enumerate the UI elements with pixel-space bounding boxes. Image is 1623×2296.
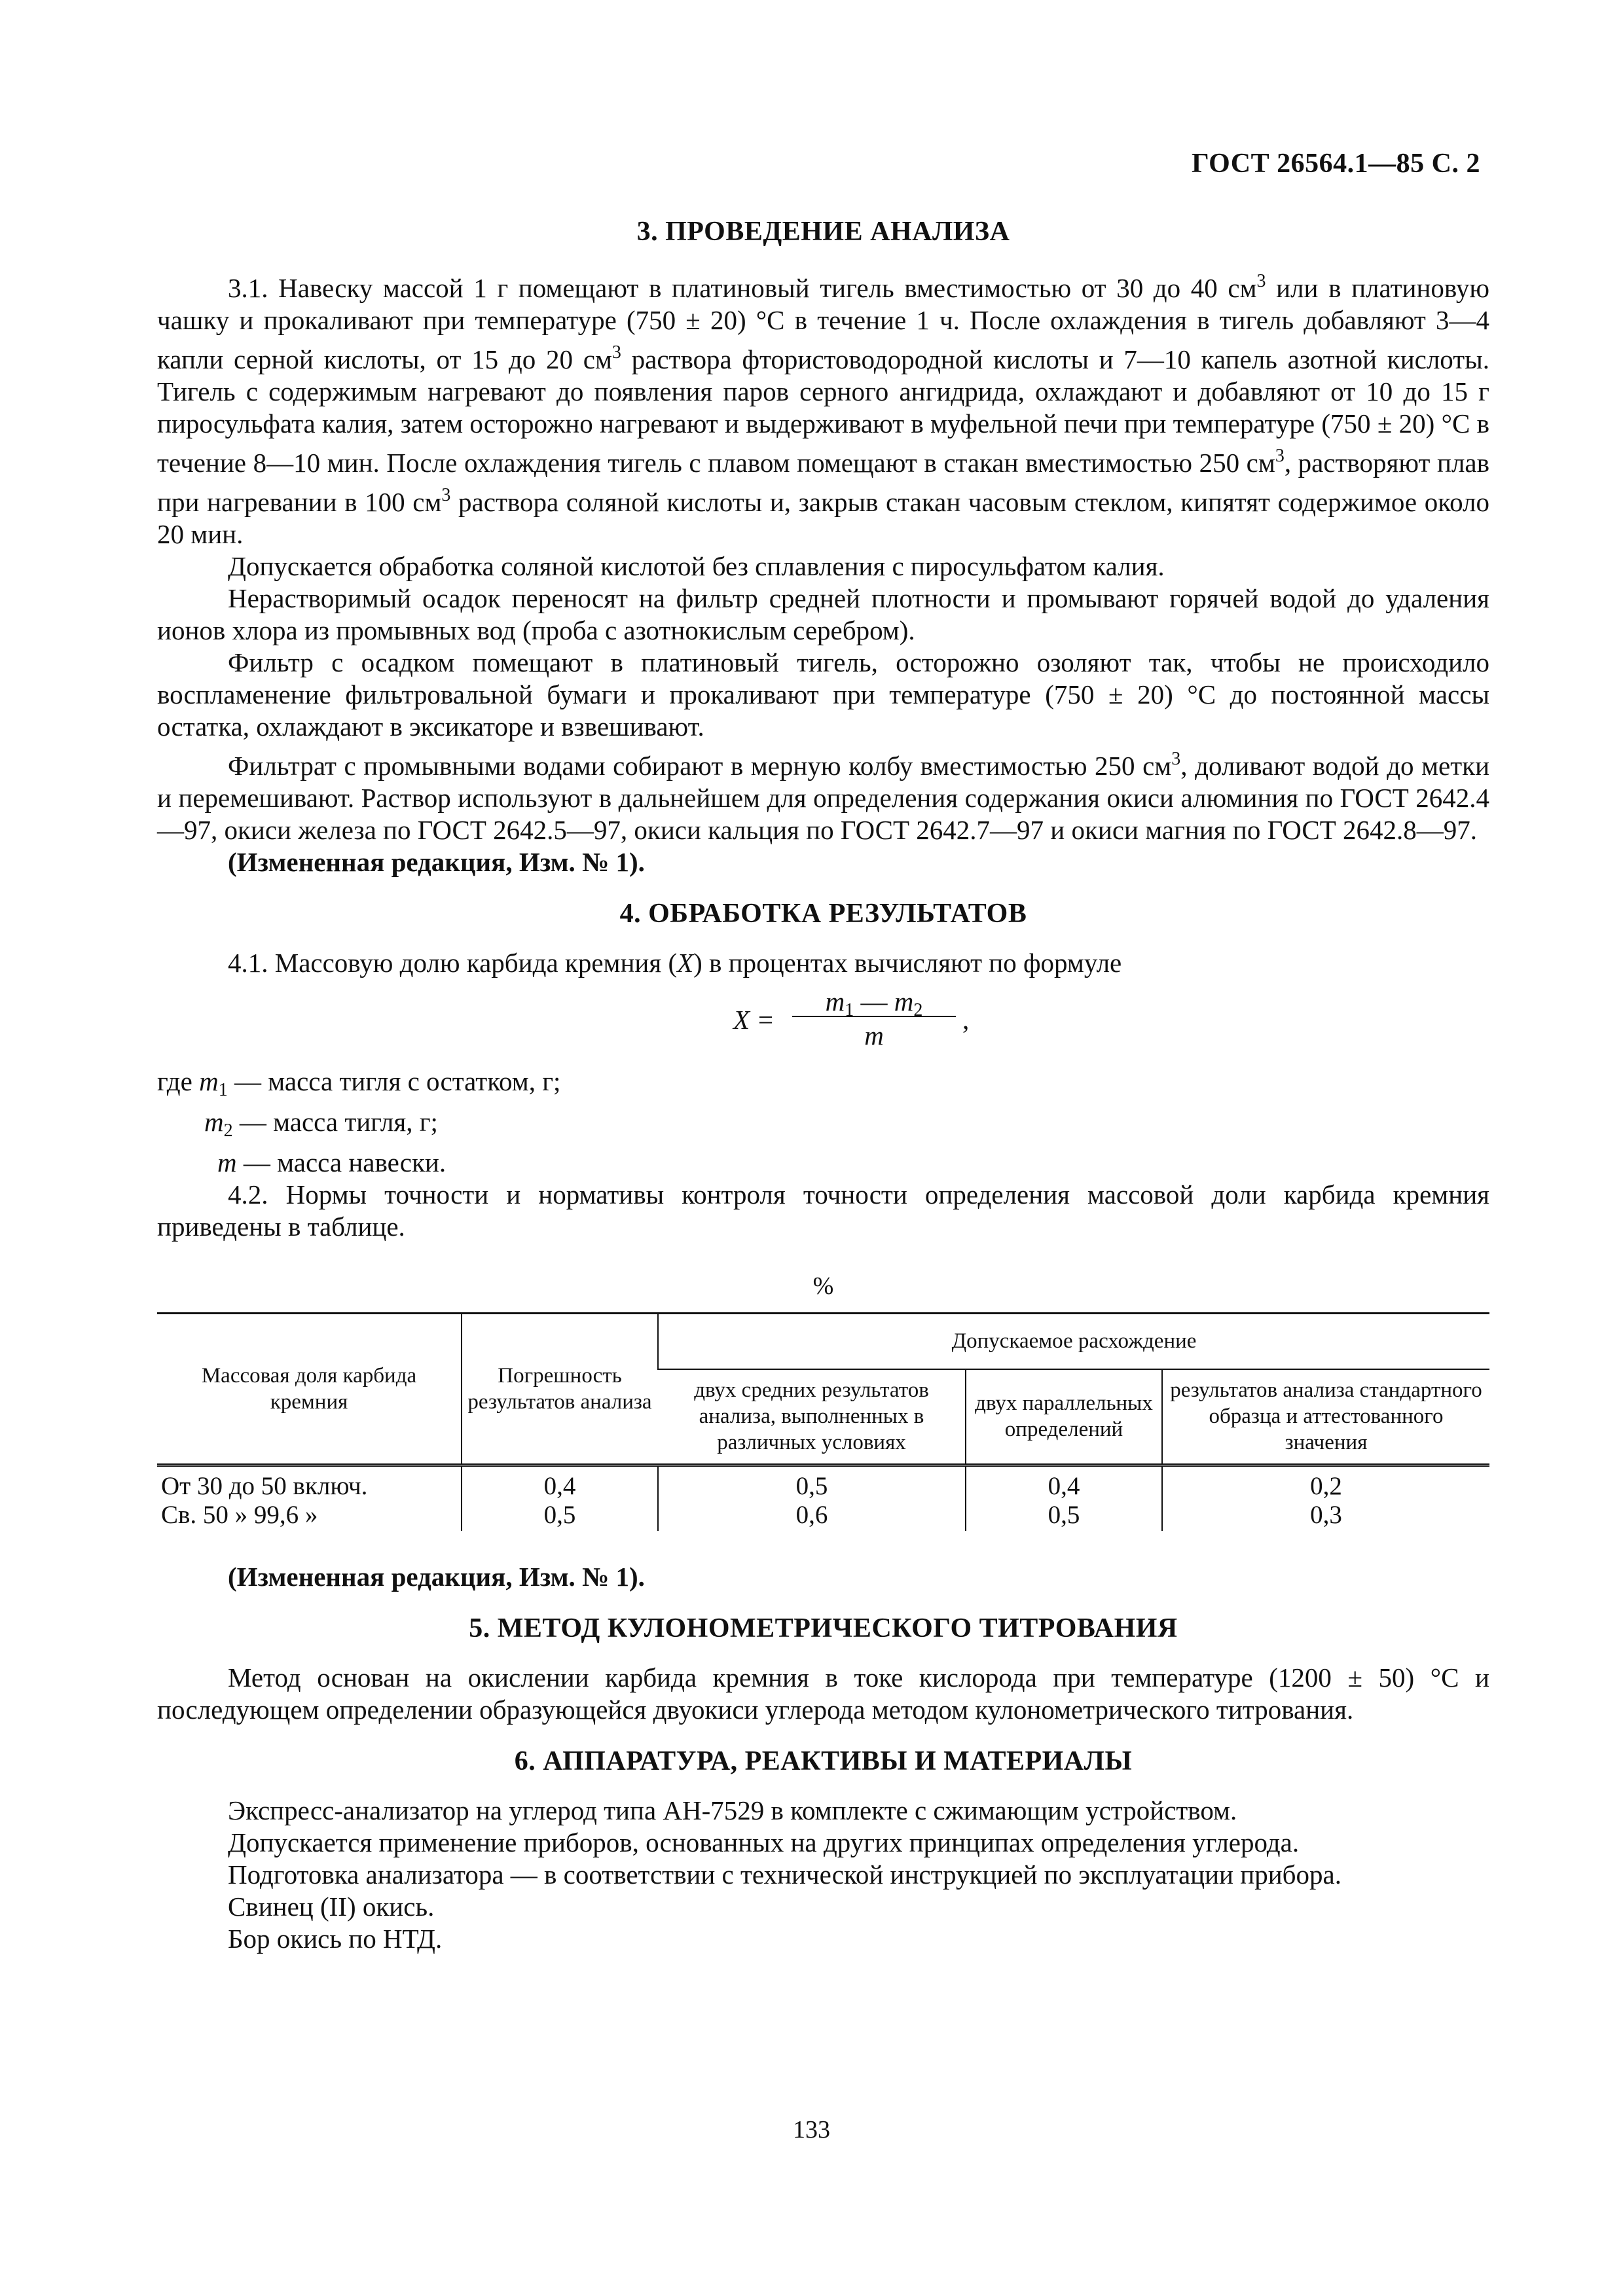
section-6-line-1: Экспресс-анализатор на углерод типа АН-7529 в комплекте с сжимающим устройством.	[228, 1795, 1237, 1825]
section-6-line-5: Бор окись по НТД.	[228, 1924, 443, 1954]
section-3-amendment-note: (Измененная редакция, Изм. № 1).	[228, 847, 645, 877]
table-header-row	[157, 1314, 1489, 1369]
superscript: 3	[1256, 271, 1266, 291]
section-3-paragraph-5	[157, 743, 1489, 846]
table-cell: 0,5	[658, 1465, 966, 1503]
subscript: 2	[223, 1121, 233, 1141]
table-cell: 0,2	[1162, 1465, 1489, 1503]
page-number: 133	[793, 2116, 830, 2144]
subscript: 2	[913, 1000, 923, 1020]
formula-legend	[157, 1066, 1489, 1179]
header-standard-sample: результатов анализа стандартного образца и аттестованного значения	[1162, 1369, 1489, 1465]
section-4-amendment-note: (Измененная редакция, Изм. № 1).	[228, 1562, 645, 1592]
text-run: где	[157, 1066, 200, 1096]
text-run: , растворяют плав при нагревании в 100 см	[157, 448, 1489, 517]
table-cell: 0,5	[462, 1502, 658, 1531]
text-run: , доливают водой до метки и перемешивают. Раствор используют в дальнейшем для определения содержания окиси алюминия по ГОСТ 2642.4—97, окиси железа по ГОСТ 2642.5—97, окиси кальция по ГОСТ 2642.7—97 и окиси магния по ГОСТ 2642.8—97.	[157, 751, 1490, 845]
section-6-line-4: Свинец (II) окись.	[228, 1892, 435, 1922]
section-6-line-2: Допускается применение приборов, основанных на других принципах определения углерода.	[228, 1827, 1300, 1857]
section-4-paragraph-1	[157, 947, 1489, 979]
text-run: 4.1. Массовую долю карбида кремния (	[228, 948, 678, 978]
superscript: 3	[1275, 446, 1285, 466]
subscript: 1	[845, 1000, 854, 1020]
formula-fraction	[792, 986, 956, 1052]
text-run: 3.1. Навеску массой 1 г помещают в платиновый тигель вместимостью от 30 до 40 см	[228, 273, 1257, 303]
symbol: m	[217, 1147, 237, 1177]
symbol-m1: m	[825, 986, 845, 1016]
table-cell: 0,6	[658, 1502, 966, 1531]
table-unit: %	[812, 1272, 834, 1300]
symbol: m	[199, 1066, 219, 1096]
formula-comma: ,	[962, 1005, 970, 1035]
table-cell: 0,4	[462, 1465, 658, 1503]
text-run: раствора соляной кислоты и, закрыв стакан часовым стеклом, кипятят содержимое около 20 мин.	[157, 487, 1489, 549]
table-cell: 0,4	[966, 1465, 1162, 1503]
table-cell: От 30 до 50 включ.	[157, 1465, 462, 1503]
formula-block	[157, 986, 1489, 1058]
section-6-title: 6. АППАРАТУРА, РЕАКТИВЫ И МАТЕРИАЛЫ	[514, 1746, 1133, 1776]
table-cell: 0,5	[966, 1502, 1162, 1531]
formula	[733, 986, 1008, 1058]
table-cell: Св. 50 » 99,6 »	[161, 1501, 318, 1529]
header-mass-fraction: Массовая доля карбида кремния	[157, 1314, 462, 1465]
variable-x: X	[677, 948, 694, 978]
superscript: 3	[441, 485, 451, 505]
section-6-line-3: Подготовка анализатора — в соответствии с технической инструкцией по эксплуатации прибора.	[228, 1859, 1341, 1890]
formula-denominator: m	[864, 1020, 884, 1050]
superscript: 3	[1171, 749, 1181, 769]
text-run: — масса тигля с остатком, г;	[227, 1066, 561, 1096]
section-3-paragraph-4: Фильтр с осадком помещают в платиновый тигель, осторожно озоляют так, чтобы не происходило воспламенение фильтровальной бумаги и прокаливают при температуре (750 ± 20) °С до постоянной массы остатка, охлаждают в эксикаторе и взвешивают.	[157, 647, 1489, 742]
section-3-paragraph-3: Нерастворимый осадок переносят на фильтр средней плотности и промывают горячей водой до удаления ионов хлора из промывных вод (проба с азотнокислым серебром).	[157, 583, 1489, 645]
header-error: Погрешность результатов анализа	[462, 1314, 658, 1465]
text-run: ) в процентах вычисляют по формуле	[693, 948, 1122, 978]
table-row	[157, 1502, 1489, 1531]
page-content	[157, 216, 1489, 1955]
text-run: — масса тигля, г;	[232, 1107, 438, 1137]
accuracy-table	[157, 1312, 1489, 1531]
section-5-paragraph-1: Метод основан на окислении карбида кремния в токе кислорода при температуре (1200 ± 50) °С и последующем определении образующейся двуокиси углерода методом кулонометрического титрования.	[157, 1662, 1489, 1725]
text-run: или в платиновую чашку и прокаливают при температуре (750 ± 20) °С в течение 1 ч. После охлаждения в тигель добавляют 3—4 капли серной кислоты, от 15 до 20 см	[157, 273, 1489, 374]
table-row	[157, 1465, 1489, 1503]
legend-line-m1	[157, 1066, 1489, 1106]
header-two-mean-results: двух средних результатов анализа, выполненных в различных условиях	[658, 1369, 966, 1465]
section-3-paragraph-1	[157, 265, 1489, 550]
header-two-parallel: двух параллельных определений	[966, 1369, 1162, 1465]
table-cell: 0,3	[1162, 1502, 1489, 1531]
legend-line-m	[157, 1147, 1489, 1179]
legend-line-m2	[157, 1106, 1489, 1147]
minus-sign: —	[854, 986, 894, 1016]
section-4-paragraph-2: 4.2. Нормы точности и нормативы контроля точности определения массовой доли карбида кремния приведены в таблице.	[157, 1179, 1489, 1242]
section-4-title: 4. ОБРАБОТКА РЕЗУЛЬТАТОВ	[619, 899, 1027, 929]
section-3-title: 3. ПРОВЕДЕНИЕ АНАЛИЗА	[636, 217, 1010, 247]
text-run: раствора фтористоводородной кислоты и 7—10 капель азотной кислоты. Тигель с содержимым нагревают до появления паров серного ангидрида, охлаждают и добавляют от 10 до 15 г пиросульфата калия, затем осторожно нагревают и выдерживают в муфельной печи при температуре (750 ± 20) °С в течение 8—10 мин. После охлаждения тигель с плавом помещают в стакан вместимостью 250 см	[157, 344, 1489, 478]
section-3-paragraph-2: Допускается обработка соляной кислотой без сплавления с пиросульфатом калия.	[228, 551, 1165, 581]
running-head: ГОСТ 26564.1—85 С. 2	[1191, 149, 1480, 179]
text-run: — масса навески.	[236, 1147, 447, 1177]
header-allowed-discrepancy: Допускаемое расхождение	[658, 1314, 1489, 1369]
symbol: m	[204, 1107, 224, 1137]
text-run: Фильтрат с промывными водами собирают в мерную колбу вместимостью 250 см	[228, 751, 1172, 781]
subscript: 1	[218, 1080, 228, 1100]
formula-lhs: X =	[733, 1005, 775, 1035]
formula-numerator	[792, 986, 956, 1020]
symbol-m2: m	[894, 986, 914, 1016]
superscript: 3	[611, 342, 621, 363]
section-5-title: 5. МЕТОД КУЛОНОМЕТРИЧЕСКОГО ТИТРОВАНИЯ	[469, 1613, 1178, 1643]
